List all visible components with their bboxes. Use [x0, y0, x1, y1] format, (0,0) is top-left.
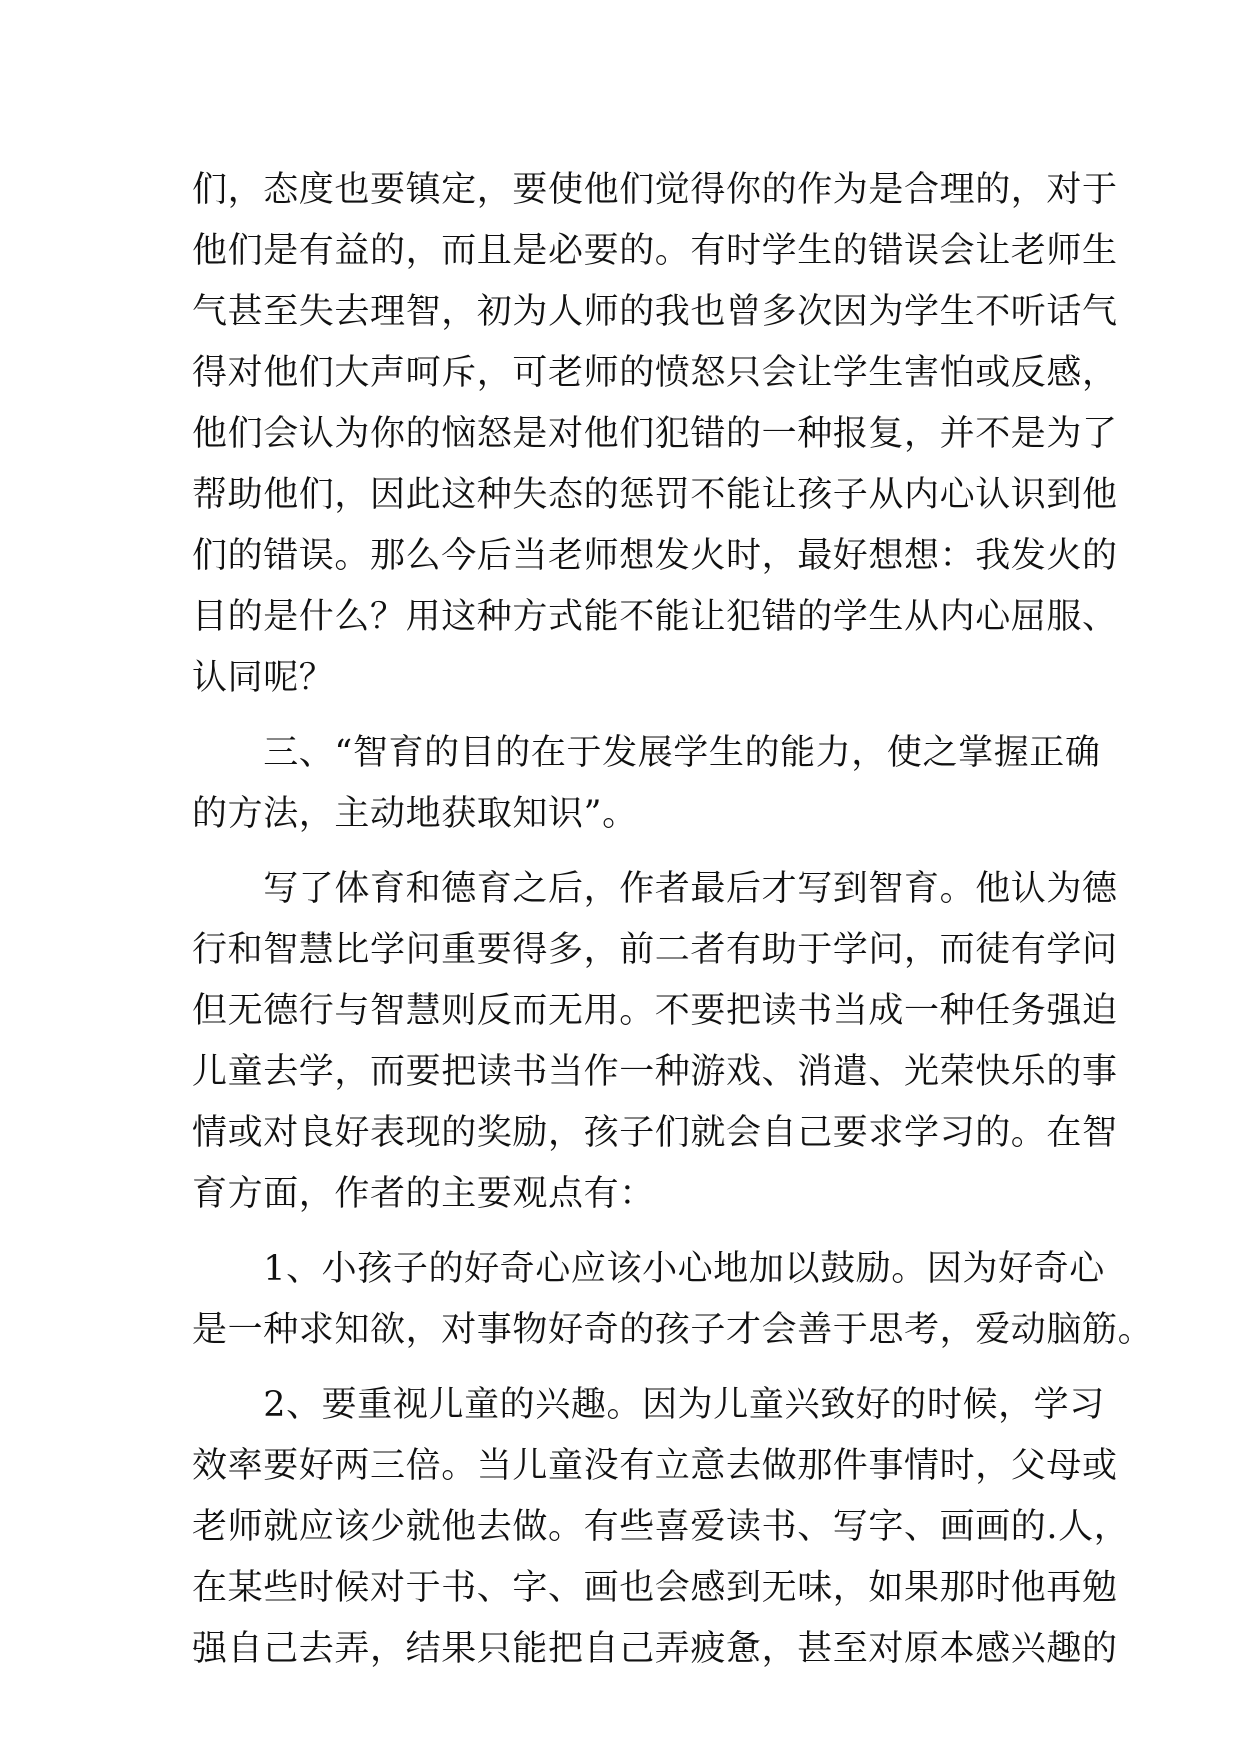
- text-line: 帮助他们，因此这种失态的惩罚不能让孩子从内心认识到他: [192, 475, 1118, 515]
- text-line: 认同呢？: [192, 658, 335, 698]
- text-line: 情或对良好表现的奖励，孩子们就会自己要求学习的。在智: [192, 1113, 1118, 1153]
- text-line: 育方面，作者的主要观点有：: [192, 1174, 655, 1214]
- list-item-line: 2、要重视儿童的兴趣。因为儿童兴致好的时候，学习: [192, 1385, 1105, 1425]
- list-item-line: 老师就应该少就他去做。有些喜爱读书、写字、画画的.人，: [192, 1507, 1130, 1547]
- text-line: 他们会认为你的恼怒是对他们犯错的一种报复，并不是为了: [192, 414, 1118, 454]
- list-item-line: 是一种求知欲，对事物好奇的孩子才会善于思考，爱动脑筋。: [192, 1310, 1154, 1350]
- text-line: 目的是什么？用这种方式能不能让犯错的学生从内心屈服、: [192, 597, 1118, 637]
- body-text: [192, 160, 1154, 1680]
- section-heading-line: 三、“智育的目的在于发展学生的能力，使之掌握正确: [192, 733, 1101, 773]
- list-item-line: 效率要好两三倍。当儿童没有立意去做那件事情时，父母或: [192, 1446, 1118, 1486]
- text-line: 气甚至失去理智，初为人师的我也曾多次因为学生不听话气: [192, 292, 1118, 332]
- text-line: 们，态度也要镇定，要使他们觉得你的作为是合理的，对于: [192, 170, 1118, 210]
- text-line: 得对他们大声呵斥，可老师的愤怒只会让学生害怕或反感，: [192, 353, 1118, 393]
- list-item-line: 在某些时候对于书、字、画也会感到无味，如果那时他再勉: [192, 1568, 1118, 1608]
- list-item-line: 强自己去弄，结果只能把自己弄疲惫，甚至对原本感兴趣的: [192, 1629, 1118, 1669]
- list-item-line: 1、小孩子的好奇心应该小心地加以鼓励。因为好奇心: [192, 1249, 1105, 1289]
- text-line: 们的错误。那么今后当老师想发火时，最好想想：我发火的: [192, 536, 1118, 576]
- text-line: 但无德行与智慧则反而无用。不要把读书当成一种任务强迫: [192, 991, 1118, 1031]
- text-line: 儿童去学，而要把读书当作一种游戏、消遣、光荣快乐的事: [192, 1052, 1118, 1092]
- text-line: 行和智慧比学问重要得多，前二者有助于学问，而徒有学问: [192, 930, 1118, 970]
- section-heading-line: 的方法，主动地获取知识”。: [192, 794, 638, 834]
- text-line: 他们是有益的，而且是必要的。有时学生的错误会让老师生: [192, 231, 1118, 271]
- text-line: 写了体育和德育之后，作者最后才写到智育。他认为德: [192, 869, 1118, 909]
